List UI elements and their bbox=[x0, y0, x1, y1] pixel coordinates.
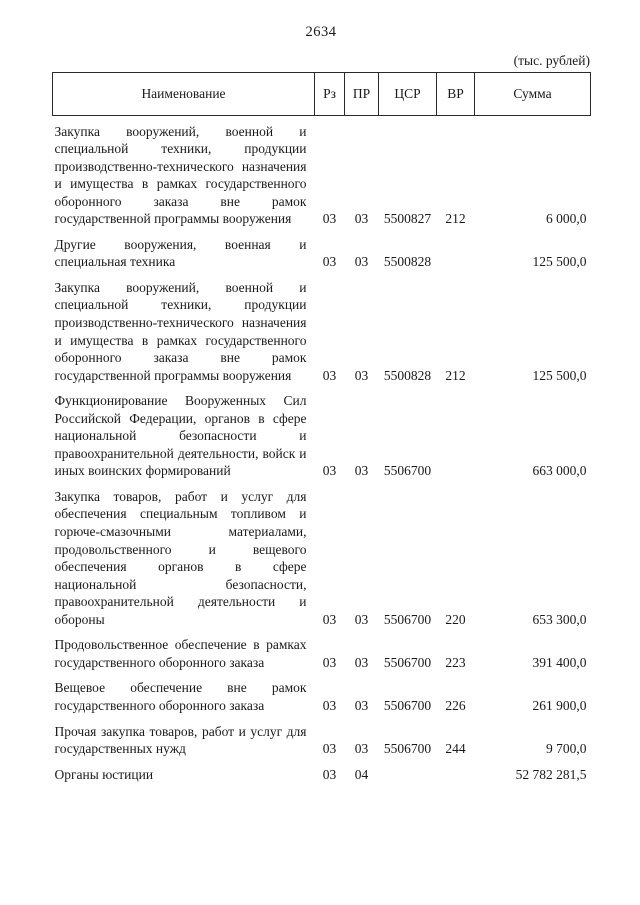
table-row bbox=[53, 115, 591, 229]
table-row bbox=[53, 672, 591, 715]
row-vr: 223 bbox=[445, 654, 466, 670]
row-sum: 125 500,0 bbox=[532, 367, 587, 383]
row-csr bbox=[379, 759, 437, 785]
row-rz: 03 bbox=[322, 211, 337, 227]
row-vr: 220 bbox=[445, 611, 466, 627]
row-name: Органы юстиции bbox=[54, 766, 154, 782]
row-vr: 244 bbox=[445, 741, 466, 757]
row-sum: 125 500,0 bbox=[532, 254, 587, 270]
row-pr: 03 bbox=[354, 254, 369, 270]
row-rz: 03 bbox=[322, 463, 337, 479]
row-vr: 226 bbox=[445, 697, 466, 713]
table-row bbox=[53, 481, 591, 629]
row-csr: 5506700 bbox=[383, 611, 432, 627]
row-pr: 03 bbox=[354, 611, 369, 627]
row-rz: 03 bbox=[322, 611, 337, 627]
table-row bbox=[53, 385, 591, 481]
table-row bbox=[53, 272, 591, 385]
row-csr: 5500828 bbox=[383, 367, 432, 383]
row-sum: 6 000,0 bbox=[546, 211, 587, 227]
row-name: Продовольственное обеспечение в рамках государственного оборонного заказа bbox=[54, 637, 307, 670]
header-csr: ЦСР bbox=[379, 73, 437, 116]
row-rz: 03 bbox=[322, 741, 337, 757]
table-row bbox=[53, 629, 591, 672]
table-row bbox=[53, 716, 591, 759]
row-pr: 03 bbox=[354, 463, 369, 479]
row-name: Закупка вооружений, военной и специальной техники, продукции производственно-технического назначения и имущества в рамках государственного оборонного заказа вне рамок государственной программы вооружения bbox=[54, 279, 307, 383]
header-vr: ВР bbox=[437, 73, 475, 116]
row-vr: 212 bbox=[445, 211, 466, 227]
row-name: Другие вооружения, военная и специальная техника bbox=[54, 236, 307, 270]
row-rz: 03 bbox=[322, 654, 337, 670]
row-pr: 03 bbox=[354, 654, 369, 670]
row-csr: 5500827 bbox=[383, 211, 432, 227]
page-number: 2634 bbox=[305, 24, 337, 40]
row-csr: 5506700 bbox=[383, 463, 432, 479]
row-name: Закупка товаров, работ и услуг для обеспечения специальным топливом и горюче-смазочными материалами, продовольственного и вещевого обеспечения органов в сфере национальной безопасности, правоохранительной деятельности и обороны bbox=[54, 488, 307, 627]
row-name: Прочая закупка товаров, работ и услуг для государственных нужд bbox=[54, 723, 307, 757]
row-rz: 03 bbox=[322, 254, 337, 270]
row-sum: 52 782 281,5 bbox=[515, 766, 587, 782]
row-sum: 9 700,0 bbox=[546, 741, 587, 757]
row-pr: 04 bbox=[354, 766, 369, 782]
row-vr bbox=[437, 229, 475, 272]
row-csr: 5506700 bbox=[383, 741, 432, 757]
header-pr: ПР bbox=[345, 73, 379, 116]
row-sum: 663 000,0 bbox=[532, 463, 587, 479]
table-row bbox=[53, 229, 591, 272]
row-pr: 03 bbox=[354, 741, 369, 757]
row-vr bbox=[437, 385, 475, 481]
row-csr: 5500828 bbox=[383, 254, 432, 270]
row-vr: 212 bbox=[445, 367, 466, 383]
units-note: (тыс. рублей) bbox=[513, 53, 590, 68]
row-csr: 5506700 bbox=[383, 697, 432, 713]
row-pr: 03 bbox=[354, 211, 369, 227]
row-name: Функционирование Вооруженных Сил Российской Федерации, органов в сфере национальной безопасности и правоохранительной деятельности, войск и иных воинских формирований bbox=[54, 393, 307, 479]
row-name: Вещевое обеспечение вне рамок государственного оборонного заказа bbox=[54, 680, 307, 713]
table-row bbox=[53, 759, 591, 785]
row-sum: 653 300,0 bbox=[532, 611, 587, 627]
row-pr: 03 bbox=[354, 697, 369, 713]
header-name: Наименование bbox=[53, 73, 315, 116]
row-pr: 03 bbox=[354, 367, 369, 383]
row-rz: 03 bbox=[322, 367, 337, 383]
budget-table bbox=[52, 72, 591, 784]
row-sum: 261 900,0 bbox=[532, 697, 587, 713]
header-rz: Рз bbox=[315, 73, 345, 116]
header-sum: Сумма bbox=[475, 73, 591, 116]
row-vr bbox=[437, 759, 475, 785]
row-csr: 5506700 bbox=[383, 654, 432, 670]
row-rz: 03 bbox=[322, 697, 337, 713]
row-rz: 03 bbox=[322, 766, 337, 782]
table-header-row bbox=[53, 73, 591, 116]
row-name: Закупка вооружений, военной и специальной техники, продукции производственно-технического назначения и имущества в рамках государственного оборонного заказа вне рамок государственной программы вооружения bbox=[54, 123, 307, 227]
row-sum: 391 400,0 bbox=[532, 654, 587, 670]
